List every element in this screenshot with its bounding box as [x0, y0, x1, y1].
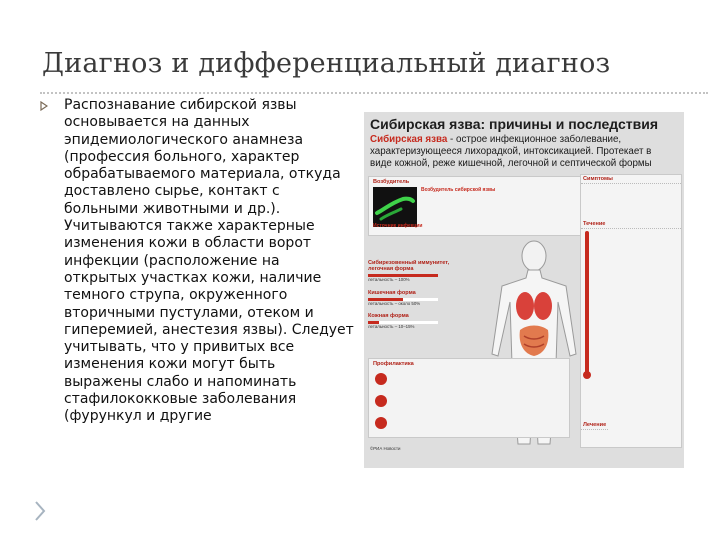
bacillus-image — [373, 187, 417, 227]
lethality-bar — [368, 298, 438, 301]
pathogen-heading: Возбудитель — [373, 179, 410, 185]
form-item: Сибирезовенный иммунитет, легочная форма летальность – 100% — [368, 260, 450, 282]
form-item: Кожная форма летальность – 10–15% — [368, 313, 472, 330]
prevention-icon — [373, 371, 389, 436]
symptoms-course-panel — [580, 174, 682, 448]
pathogen-panel — [368, 176, 586, 236]
body-paragraph: Распознавание сибирской язвы основывается на данных эпидемиологического анамнеза (профессия больного, характер обрабатываемого материала, откуда доставлено сырье, контакт с больными животными и др.). Учитываются также характерные изменения кожи в области ворот инфекции (расположение на открытых участках кожи, наличие темного струпа, окруженного вторичными пустулами, отеком и гиперемией, анестезия язвы). Следует учитывать, что у привитых все изменения кожи могут быть выражены слабо и напоминать стафилококковые заболевания (фурункул и другие — [64, 97, 354, 425]
pathogen-label: Возбудитель сибирской язвы — [421, 187, 496, 193]
prevention-panel — [368, 358, 570, 438]
course-thermometer-icon — [583, 231, 591, 386]
form-item: Кишечная форма летальность – около 50% — [368, 290, 472, 307]
title-divider — [40, 92, 708, 94]
prevention-heading: Профилактика — [373, 361, 414, 367]
intro-definition: - острое инфекционное заболевание, характеризующееся лихорадкой, интоксикацией. Протекает в виде кожной, реже кишечной, легочной и септической формы — [370, 134, 652, 169]
disease-forms — [368, 260, 472, 337]
chevron-right-icon[interactable] — [34, 500, 46, 526]
slide-title: Диагноз и дифференциальный диагноз — [42, 48, 611, 79]
course-heading: Течение — [581, 220, 681, 229]
infographic-title: Сибирская язва: причины и последствия — [370, 116, 659, 132]
intro-term: Сибирская язва — [370, 134, 448, 145]
anthrax-infographic — [364, 112, 684, 468]
lethality-bar — [368, 321, 438, 324]
treatment-heading: Лечение — [583, 422, 607, 428]
triangle-bullet-icon — [40, 100, 48, 114]
symptoms-heading: Симптомы — [581, 175, 681, 184]
lethality-bar — [368, 274, 438, 277]
infographic-intro — [370, 134, 675, 170]
infographic-credit: ©РИА Новости — [370, 446, 401, 451]
source-label: Источник инфекции — [373, 223, 423, 229]
